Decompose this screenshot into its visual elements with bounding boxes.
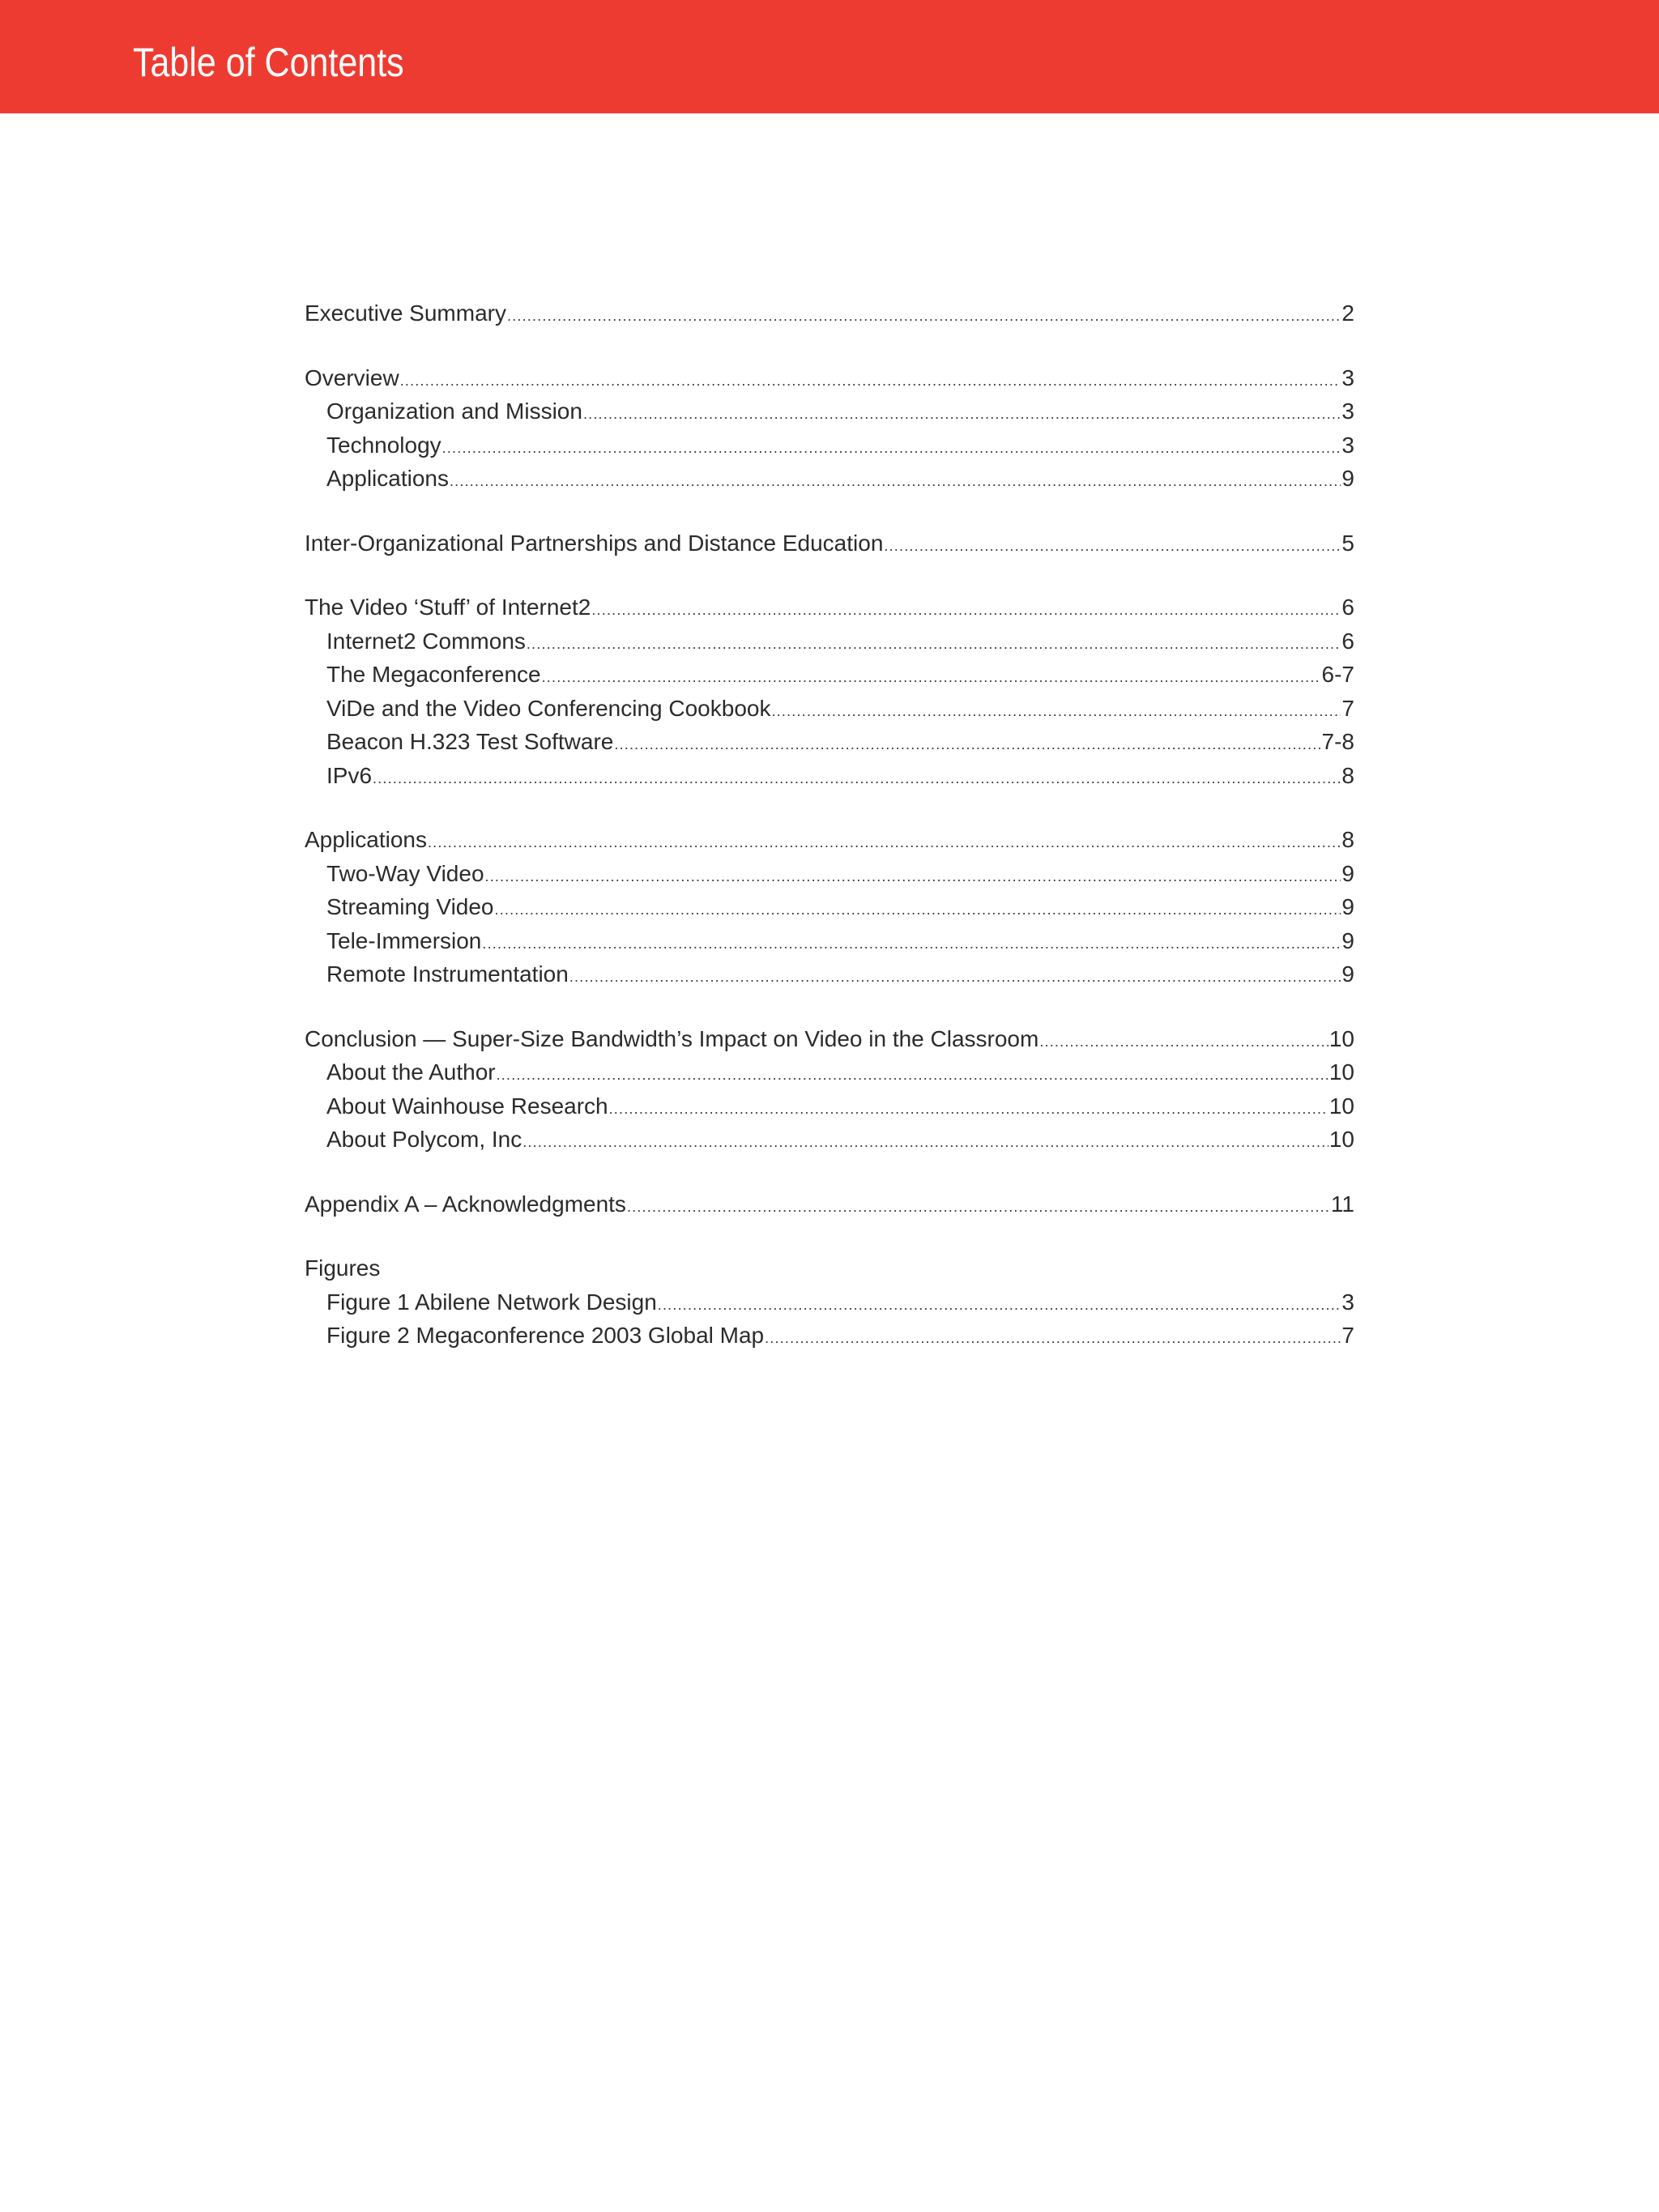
toc-entry-label: About the Author — [326, 1059, 496, 1085]
toc-group — [305, 1022, 1354, 1157]
toc-subentry[interactable] — [305, 725, 1354, 759]
toc-group — [305, 296, 1354, 330]
dot-leader — [450, 465, 1341, 499]
dot-leader — [627, 1191, 1330, 1225]
toc-entry-label: The Megaconference — [326, 662, 541, 687]
dot-leader — [497, 1059, 1328, 1093]
dot-leader — [485, 860, 1341, 894]
dot-leader — [495, 893, 1341, 927]
toc-entry-label: Applications — [305, 827, 427, 852]
toc-group — [305, 361, 1354, 496]
toc-group — [305, 823, 1354, 991]
toc-subentry[interactable] — [305, 924, 1354, 958]
toc-page-number: 3 — [1341, 1289, 1354, 1315]
toc-entry[interactable] — [305, 823, 1354, 857]
toc-entry[interactable] — [305, 296, 1354, 330]
toc-entry-label: Overview — [305, 364, 399, 390]
toc-section-heading: Figures — [305, 1255, 381, 1281]
toc-entry-label: Figure 2 Megaconference 2003 Global Map — [326, 1323, 765, 1348]
toc-subentry[interactable] — [305, 462, 1354, 496]
toc-entry[interactable] — [305, 526, 1354, 560]
toc-page-number: 8 — [1341, 762, 1354, 788]
toc-page-number: 6-7 — [1321, 662, 1354, 687]
toc-entry-label: IPv6 — [326, 762, 373, 788]
toc-page-number: 6 — [1341, 595, 1354, 620]
header-bar — [0, 0, 1659, 113]
toc-page-number: 3 — [1341, 399, 1354, 424]
toc-entry-label: Tele-Immersion — [326, 927, 482, 953]
toc-entry-label: Beacon H.323 Test Software — [326, 729, 614, 754]
dot-leader — [591, 594, 1341, 628]
toc-page-number: 5 — [1341, 530, 1354, 556]
dot-leader — [527, 628, 1341, 662]
toc-entry-label: Internet2 Commons — [326, 628, 526, 654]
toc-entry-label: Inter-Organizational Partnerships and Distance Education — [305, 530, 884, 556]
toc-subentry[interactable] — [305, 759, 1354, 793]
toc-page-number: 9 — [1341, 860, 1354, 886]
toc-subentry[interactable] — [305, 624, 1354, 658]
toc-entry-label: Appendix A – Acknowledgments — [305, 1191, 626, 1217]
toc-entry-label: About Wainhouse Research — [326, 1093, 608, 1119]
toc-page-number: 10 — [1328, 1093, 1354, 1119]
toc-entry-label: ViDe and the Video Conferencing Cookbook — [326, 695, 771, 721]
page-title: Table of Contents — [133, 40, 404, 85]
toc-subentry[interactable] — [305, 1089, 1354, 1123]
dot-leader — [884, 530, 1341, 564]
toc-subentry[interactable] — [305, 428, 1354, 462]
toc-entry-label: The Video ‘Stuff’ of Internet2 — [305, 595, 591, 620]
toc-page-number: 8 — [1341, 827, 1354, 852]
dot-leader — [609, 1093, 1328, 1127]
toc-page-number: 11 — [1330, 1191, 1354, 1217]
toc-group — [305, 1187, 1354, 1221]
toc-subentry[interactable] — [305, 658, 1354, 692]
toc-page-number: 9 — [1341, 466, 1354, 491]
toc-page-number: 6 — [1341, 628, 1354, 654]
toc-subentry[interactable] — [305, 890, 1354, 924]
toc-group — [305, 526, 1354, 560]
dot-leader — [658, 1289, 1341, 1323]
toc-entry-label: Figure 1 Abilene Network Design — [326, 1289, 657, 1315]
toc-entry-label: About Polycom, Inc — [326, 1127, 522, 1152]
toc-entry-label: Streaming Video — [326, 894, 494, 919]
toc-entry[interactable] — [305, 590, 1354, 624]
toc-group — [305, 590, 1354, 792]
toc-entry-label: Conclusion — Super-Size Bandwidth’s Impact on Video in the Classroom — [305, 1025, 1039, 1051]
toc-page-number: 7-8 — [1321, 729, 1354, 754]
toc-page-number: 7 — [1341, 1323, 1354, 1348]
toc-entry[interactable] — [305, 361, 1354, 395]
toc-subentry[interactable] — [305, 1319, 1354, 1353]
dot-leader — [771, 695, 1341, 729]
toc-entry-label: Two-Way Video — [326, 860, 484, 886]
dot-leader — [1039, 1025, 1328, 1059]
toc-page-number: 10 — [1328, 1059, 1354, 1085]
toc-entry-label: Remote Instrumentation — [326, 961, 569, 987]
toc-subentry[interactable] — [305, 1285, 1354, 1319]
toc-page-number: 2 — [1341, 300, 1354, 326]
toc-entry-label: Technology — [326, 432, 441, 458]
toc-subentry[interactable] — [305, 692, 1354, 726]
dot-leader — [542, 661, 1321, 695]
table-of-contents — [305, 296, 1354, 1383]
toc-subentry[interactable] — [305, 1123, 1354, 1157]
dot-leader — [583, 398, 1341, 432]
dot-leader — [569, 961, 1341, 995]
toc-page-number: 3 — [1341, 432, 1354, 458]
dot-leader — [482, 927, 1341, 961]
dot-leader — [373, 762, 1341, 796]
toc-subentry[interactable] — [305, 957, 1354, 991]
dot-leader — [522, 1126, 1328, 1160]
toc-page-number: 9 — [1341, 894, 1354, 919]
dot-leader — [428, 826, 1341, 860]
dot-leader — [442, 432, 1341, 466]
toc-entry-label: Executive Summary — [305, 300, 506, 326]
toc-page-number: 9 — [1341, 961, 1354, 987]
toc-subentry[interactable] — [305, 394, 1354, 428]
toc-page-number: 10 — [1328, 1127, 1354, 1152]
toc-entry-label: Organization and Mission — [326, 399, 582, 424]
toc-page-number: 3 — [1341, 364, 1354, 390]
toc-group — [305, 1251, 1354, 1353]
toc-entry[interactable] — [305, 1187, 1354, 1221]
dot-leader — [765, 1322, 1341, 1356]
toc-subentry[interactable] — [305, 1055, 1354, 1089]
dot-leader — [507, 300, 1341, 334]
toc-subentry[interactable] — [305, 857, 1354, 891]
dot-leader — [400, 364, 1341, 399]
dot-leader — [614, 728, 1320, 762]
toc-page-number: 7 — [1341, 695, 1354, 721]
toc-entry[interactable] — [305, 1022, 1354, 1056]
toc-page-number: 10 — [1328, 1025, 1354, 1051]
toc-entry-label: Applications — [326, 466, 449, 491]
toc-page-number: 9 — [1341, 927, 1354, 953]
